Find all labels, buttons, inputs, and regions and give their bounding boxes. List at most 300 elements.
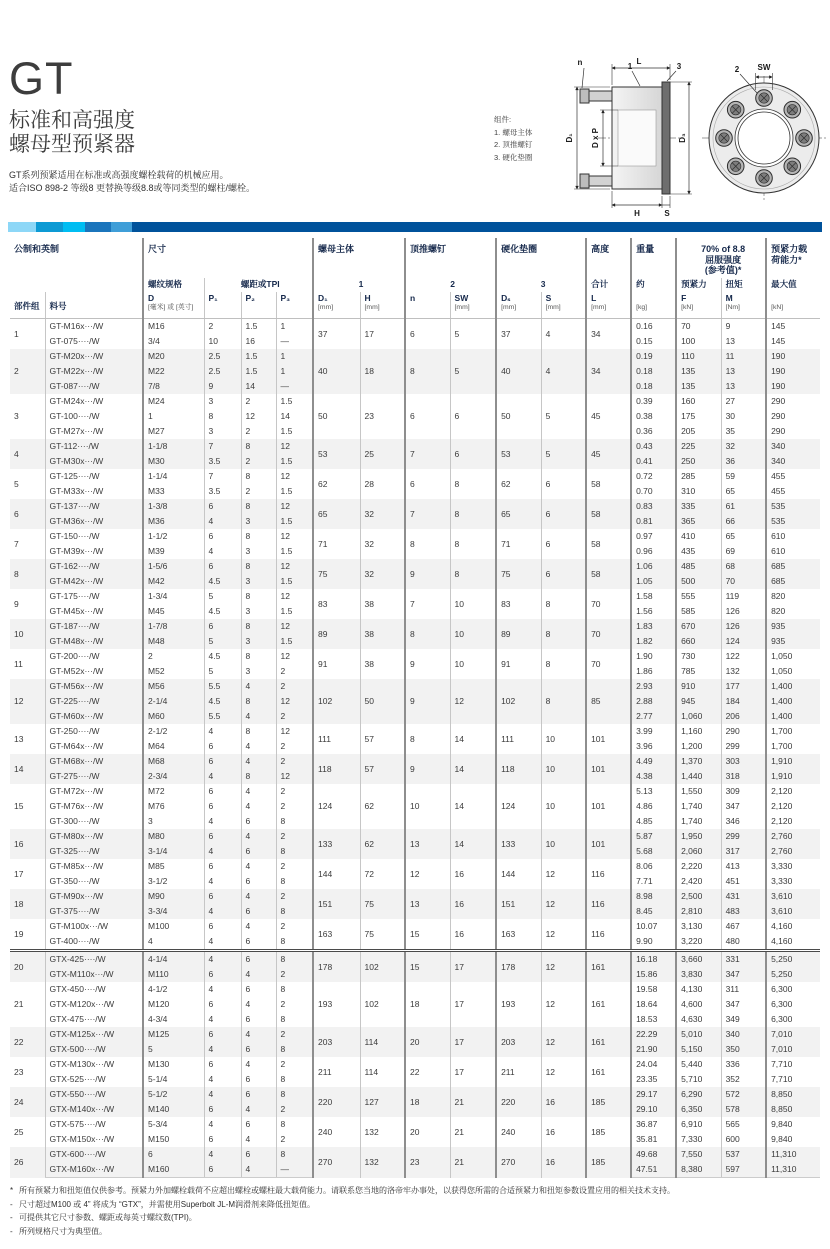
cell-n: 8 xyxy=(405,529,450,559)
cell-sw: 21 xyxy=(450,1117,496,1147)
cell-n: 15 xyxy=(405,919,450,951)
cell-max-kn: 1,910 xyxy=(766,754,820,769)
cell-p3: 1.5 xyxy=(276,604,313,619)
cell-thread-d: 1-3/4 xyxy=(143,589,204,604)
cell-part-no: GT-M48x···/W xyxy=(45,634,143,649)
cell-ds: 91 xyxy=(496,649,541,679)
bar-segment xyxy=(36,222,63,232)
cell-part-no: GT-225····/W xyxy=(45,694,143,709)
cell-p2: 4 xyxy=(241,1057,276,1072)
cell-torque-m: 483 xyxy=(721,904,766,919)
cell-torque-m: 317 xyxy=(721,844,766,859)
cell-part-no: GT-M27x···/W xyxy=(45,424,143,439)
bar-segment xyxy=(132,222,822,232)
col-group-yield: 70% of 8.8 屈服强度 (参考值)* xyxy=(676,238,766,278)
cell-h: 75 xyxy=(360,919,405,951)
cell-max-kn: 3,330 xyxy=(766,859,820,874)
cell-torque-m: 467 xyxy=(721,919,766,934)
cell-ds: 124 xyxy=(496,784,541,829)
cell-part-group: 2 xyxy=(10,349,45,394)
cell-p3: 12 xyxy=(276,694,313,709)
cell-s: 12 xyxy=(541,859,586,889)
cell-p2: 3 xyxy=(241,604,276,619)
cell-ds: 163 xyxy=(496,919,541,951)
cell-part-no: GT-M36x···/W xyxy=(45,514,143,529)
cell-torque-m: 572 xyxy=(721,1087,766,1102)
cell-thread-d: M33 xyxy=(143,484,204,499)
cell-d1: 40 xyxy=(313,349,360,394)
cell-weight-kg: 0.39 xyxy=(631,394,676,409)
cell-p2: 3 xyxy=(241,574,276,589)
cell-ds: 62 xyxy=(496,469,541,499)
cell-part-no: GT-075····/W xyxy=(45,334,143,349)
cell-p2: 3 xyxy=(241,664,276,679)
footnote-text: 所有预紧力和扭矩值仅供参考。预紧力外加螺栓载荷不应超出螺栓或螺柱最大载荷能力。请联系您当地的洛帝牢办事处，以获得您所需的合适预紧力和扭矩参数设置应用的相关技术支持。 xyxy=(19,1186,675,1195)
cell-max-kn: 11,310 xyxy=(766,1162,820,1178)
cell-p2: 8 xyxy=(241,694,276,709)
cell-thread-d: M100 xyxy=(143,919,204,934)
col-group-capacity: 预紧力载 荷能力* xyxy=(766,238,820,278)
cell-preload-f: 285 xyxy=(676,469,721,484)
cell-n: 8 xyxy=(405,619,450,649)
cell-torque-m: 206 xyxy=(721,709,766,724)
cell-ds: 111 xyxy=(496,724,541,754)
cell-max-kn: 2,760 xyxy=(766,844,820,859)
cell-p3: 2 xyxy=(276,754,313,769)
cell-thread-d: M76 xyxy=(143,799,204,814)
cell-preload-f: 7,550 xyxy=(676,1147,721,1162)
page-title: GT xyxy=(9,53,74,104)
cell-p2: 8 xyxy=(241,769,276,784)
cell-torque-m: 32 xyxy=(721,439,766,454)
table-row xyxy=(10,439,820,454)
cell-s: 8 xyxy=(541,649,586,679)
cell-preload-f: 585 xyxy=(676,604,721,619)
cell-torque-m: 299 xyxy=(721,739,766,754)
table-row xyxy=(10,394,820,409)
cell-preload-f: 7,330 xyxy=(676,1132,721,1147)
col-sym-Ds: Dₛ [mm] xyxy=(496,292,541,319)
cell-thread-d: M160 xyxy=(143,1162,204,1178)
cell-torque-m: 347 xyxy=(721,799,766,814)
cell-p2: 6 xyxy=(241,1087,276,1102)
cell-p2: 2 xyxy=(241,424,276,439)
cell-thread-d: 2-1/4 xyxy=(143,694,204,709)
cell-part-group: 10 xyxy=(10,619,45,649)
cell-max-kn: 6,300 xyxy=(766,1012,820,1027)
cell-p1: 10 xyxy=(204,334,241,349)
cell-p1: 4 xyxy=(204,1147,241,1162)
cell-h: 114 xyxy=(360,1057,405,1087)
cell-preload-f: 205 xyxy=(676,424,721,439)
cell-p1: 5.5 xyxy=(204,679,241,694)
col-unit-kg: [kg] xyxy=(631,292,676,319)
cell-p1: 6 xyxy=(204,754,241,769)
cell-p2: 4 xyxy=(241,1132,276,1147)
cell-weight-kg: 10.07 xyxy=(631,919,676,934)
col-thread-spec: 螺纹规格 xyxy=(143,278,204,292)
cell-p1: 8 xyxy=(204,409,241,424)
cell-max-kn: 3,610 xyxy=(766,889,820,904)
cell-part-group: 3 xyxy=(14,411,19,421)
cell-weight-kg: 0.38 xyxy=(631,409,676,424)
cell-weight-kg: 0.96 xyxy=(631,544,676,559)
cell-max-kn: 610 xyxy=(766,544,820,559)
cell-ds: 37 xyxy=(496,319,541,350)
cell-torque-m: 451 xyxy=(721,874,766,889)
cell-preload-f: 4,130 xyxy=(676,982,721,997)
cell-s: 5 xyxy=(541,439,586,469)
cell-part-group: 26 xyxy=(10,1147,45,1178)
cell-p2: 3 xyxy=(241,514,276,529)
cell-ds: 178 xyxy=(496,951,541,983)
cell-p3: 8 xyxy=(276,904,313,919)
cell-p1: 4.5 xyxy=(204,694,241,709)
cell-p3: 1.5 xyxy=(276,454,313,469)
cell-thread-d: 7/8 xyxy=(143,379,204,394)
description-line-2: 适合ISO 898-2 等级8 更替换等级8.8或等同类型的螺柱/螺栓。 xyxy=(9,183,256,193)
cell-p2: 12 xyxy=(241,409,276,424)
cell-l-total: 185 xyxy=(586,1117,631,1147)
cell-p1: 6 xyxy=(204,919,241,934)
cell-torque-m: 124 xyxy=(721,634,766,649)
dim-label-n: n xyxy=(577,58,583,67)
cell-p3: 2 xyxy=(276,967,313,982)
cell-thread-d: M150 xyxy=(143,1132,204,1147)
cell-torque-m: 13 xyxy=(721,364,766,379)
cell-weight-kg: 0.41 xyxy=(631,454,676,469)
cell-thread-d: M140 xyxy=(143,1102,204,1117)
cell-thread-d: M80 xyxy=(143,829,204,844)
cell-torque-m: 126 xyxy=(721,604,766,619)
cell-p1: 4 xyxy=(204,951,241,968)
cell-part-no: GTX-600····/W xyxy=(45,1147,143,1162)
cell-weight-kg: 36.87 xyxy=(631,1117,676,1132)
cell-p1: 5.5 xyxy=(204,709,241,724)
cell-s: 12 xyxy=(541,982,586,1027)
cell-h: 32 xyxy=(360,529,405,559)
cell-preload-f: 5,150 xyxy=(676,1042,721,1057)
cell-thread-d: 1 xyxy=(143,409,204,424)
cell-part-group: 14 xyxy=(10,754,45,784)
cell-p2: 4 xyxy=(241,784,276,799)
header-symbol-row xyxy=(10,292,820,319)
cell-preload-f: 135 xyxy=(676,364,721,379)
cell-weight-kg: 24.04 xyxy=(631,1057,676,1072)
cell-preload-f: 6,290 xyxy=(676,1087,721,1102)
cell-ds: 50 xyxy=(496,394,541,439)
cell-sw: 8 xyxy=(450,469,496,499)
table-row xyxy=(10,559,820,574)
col-part-number: 料号 xyxy=(45,292,143,319)
table-row xyxy=(10,1147,820,1162)
cell-p1: 3 xyxy=(204,424,241,439)
cell-torque-m: 59 xyxy=(721,469,766,484)
cell-p3: 12 xyxy=(276,724,313,739)
cell-weight-kg: 35.81 xyxy=(631,1132,676,1147)
cell-p3: 1.5 xyxy=(276,514,313,529)
cell-n: 20 xyxy=(405,1117,450,1147)
cell-p3: 8 xyxy=(276,1117,313,1132)
cell-n: 6 xyxy=(405,469,450,499)
cell-p3: 1.5 xyxy=(276,574,313,589)
cell-p1: 6 xyxy=(204,997,241,1012)
cell-max-kn: 535 xyxy=(766,499,820,514)
cell-thread-d: M22 xyxy=(143,364,204,379)
footnote-marker: - xyxy=(10,1226,13,1236)
cell-part-no: GT-175····/W xyxy=(45,589,143,604)
cell-d1: 144 xyxy=(313,859,360,889)
cell-l-total: 161 xyxy=(586,982,631,1027)
cell-sw: 12 xyxy=(450,679,496,724)
cell-p1: 4 xyxy=(204,1012,241,1027)
cell-weight-kg: 5.68 xyxy=(631,844,676,859)
table-row xyxy=(10,1027,820,1042)
cell-max-kn: 1,050 xyxy=(766,664,820,679)
header-group-row xyxy=(10,238,820,278)
cell-s: 10 xyxy=(541,724,586,754)
cell-part-no: GTX-M150x···/W xyxy=(45,1132,143,1147)
cell-s: 12 xyxy=(541,1057,586,1087)
cell-torque-m: 70 xyxy=(721,574,766,589)
cell-preload-f: 485 xyxy=(676,559,721,574)
cell-weight-kg: 4.49 xyxy=(631,754,676,769)
cell-l-total: 70 xyxy=(586,649,631,679)
cell-h: 38 xyxy=(360,589,405,619)
cell-max-kn: 1,910 xyxy=(766,769,820,784)
cell-part-no: GT-M56x···/W xyxy=(45,679,143,694)
cell-p2: 2 xyxy=(241,484,276,499)
cell-ds: 83 xyxy=(496,589,541,619)
cell-preload-f: 1,740 xyxy=(676,799,721,814)
cell-p2: 6 xyxy=(241,1012,276,1027)
table-row xyxy=(10,724,820,739)
cell-torque-m: 119 xyxy=(721,589,766,604)
cell-part-group: 13 xyxy=(14,733,24,744)
cell-p1: 6 xyxy=(204,739,241,754)
col-sym-F: F [kN] xyxy=(676,292,721,319)
col-sym-P3: P₃ xyxy=(276,292,313,319)
cell-part-no: GT-M68x···/W xyxy=(45,754,143,769)
cell-p1: 6 xyxy=(204,1102,241,1117)
cell-h: 17 xyxy=(360,319,405,350)
cell-part-no: GT-M100x···/W xyxy=(45,919,143,934)
footnote-text: 可提供其它尺寸参数、螺距或每英寸螺纹数(TPI)。 xyxy=(19,1213,197,1222)
cell-part-group: 19 xyxy=(14,928,24,939)
page-subtitle-2: 螺母型预紧器 xyxy=(9,133,135,156)
cell-p1: 6 xyxy=(204,529,241,544)
cell-d1: 270 xyxy=(313,1147,360,1178)
cell-s: 6 xyxy=(541,499,586,529)
cell-thread-d: M64 xyxy=(143,739,204,754)
cell-max-kn: 290 xyxy=(766,409,820,424)
cell-weight-kg: 0.19 xyxy=(631,349,676,364)
cell-weight-kg: 15.86 xyxy=(631,967,676,982)
cell-preload-f: 5,010 xyxy=(676,1027,721,1042)
cell-n: 13 xyxy=(405,889,450,919)
cell-preload-f: 70 xyxy=(676,319,721,335)
cell-l-total: 185 xyxy=(586,1087,631,1117)
cell-l-total: 45 xyxy=(586,439,631,469)
dim-label-S: S xyxy=(664,209,670,218)
cell-s: 8 xyxy=(541,679,586,724)
cell-s: 12 xyxy=(541,889,586,919)
dim-label-DxP: D x P xyxy=(591,127,600,149)
cell-p3: 8 xyxy=(276,1072,313,1087)
cell-preload-f: 1,060 xyxy=(676,709,721,724)
cell-sw: 16 xyxy=(450,889,496,919)
cell-preload-f: 225 xyxy=(676,439,721,454)
dim-label-SW: SW xyxy=(757,63,771,72)
cell-part-no: GTX-475····/W xyxy=(45,1012,143,1027)
cell-p1: 4 xyxy=(204,544,241,559)
cell-sw: 10 xyxy=(450,589,496,619)
cell-p3: 2 xyxy=(276,1102,313,1117)
cell-part-no: GTX-M160x···/W xyxy=(45,1162,143,1178)
cell-torque-m: 13 xyxy=(721,334,766,349)
cell-n: 8 xyxy=(405,724,450,754)
cell-max-kn: 290 xyxy=(766,394,820,409)
cell-torque-m: 65 xyxy=(721,484,766,499)
cell-weight-kg: 0.72 xyxy=(631,469,676,484)
cell-thread-d: M45 xyxy=(143,604,204,619)
cell-preload-f: 1,740 xyxy=(676,814,721,829)
cell-weight-kg: 22.29 xyxy=(631,1027,676,1042)
col-torque: 扭矩 xyxy=(721,278,766,292)
cell-max-kn: 7,710 xyxy=(766,1072,820,1087)
cell-part-no: GT-300····/W xyxy=(45,814,143,829)
cell-p3: 2 xyxy=(276,859,313,874)
cell-ds: 270 xyxy=(496,1147,541,1178)
cell-h: 32 xyxy=(360,499,405,529)
cell-max-kn: 6,300 xyxy=(766,997,820,1012)
cell-preload-f: 5,440 xyxy=(676,1057,721,1072)
cell-preload-f: 910 xyxy=(676,679,721,694)
cell-p2: 4 xyxy=(241,859,276,874)
cell-p2: 1.5 xyxy=(241,349,276,364)
cell-p3: 1 xyxy=(276,319,313,335)
cell-n: 10 xyxy=(405,784,450,829)
cell-max-kn: 3,610 xyxy=(766,904,820,919)
cell-weight-kg: 0.97 xyxy=(631,529,676,544)
cell-weight-kg: 2.77 xyxy=(631,709,676,724)
cell-h: 127 xyxy=(360,1087,405,1117)
cell-preload-f: 1,200 xyxy=(676,739,721,754)
cell-thread-d: 4 xyxy=(143,934,204,951)
cell-torque-m: 66 xyxy=(721,514,766,529)
footnote-text: 尺寸超过M100 或 4” 将成为 “GTX”，并需使用Superbolt JL-M润滑剂来降低扭矩值。 xyxy=(19,1199,316,1209)
cell-thread-d: 4-1/2 xyxy=(143,982,204,997)
cell-weight-kg: 5.87 xyxy=(631,829,676,844)
col-sym-n: n xyxy=(405,292,450,319)
cell-weight-kg: 0.18 xyxy=(631,379,676,394)
cell-preload-f: 2,220 xyxy=(676,859,721,874)
col-pitch-tpi: 螺距或TPI xyxy=(204,278,313,292)
table-row xyxy=(10,889,820,904)
cell-preload-f: 555 xyxy=(676,589,721,604)
cell-s: 8 xyxy=(541,589,586,619)
cell-ds: 220 xyxy=(496,1087,541,1117)
table-row xyxy=(10,679,820,694)
cell-ds: 40 xyxy=(496,349,541,394)
cell-sw: 14 xyxy=(450,784,496,829)
table-row xyxy=(10,349,820,364)
cell-p2: 1.5 xyxy=(241,364,276,379)
cell-ds: 53 xyxy=(496,439,541,469)
cell-part-no: GTX-M140x···/W xyxy=(45,1102,143,1117)
cell-thread-d: 5 xyxy=(143,1042,204,1057)
header-spacer xyxy=(10,278,143,292)
cell-torque-m: 350 xyxy=(721,1042,766,1057)
cell-p3: 1.5 xyxy=(276,544,313,559)
cell-l-total: 116 xyxy=(586,919,631,951)
cell-h: 102 xyxy=(360,951,405,983)
cell-part-no: GTX-M125x···/W xyxy=(45,1027,143,1042)
cell-torque-m: 346 xyxy=(721,814,766,829)
table-row xyxy=(10,529,820,544)
cell-p3: 12 xyxy=(276,469,313,484)
cell-part-no: GTX-425····/W xyxy=(45,951,143,968)
cell-part-no: GT-M90x···/W xyxy=(45,889,143,904)
cell-weight-kg: 19.58 xyxy=(631,982,676,997)
cell-l-total: 85 xyxy=(586,679,631,724)
cell-sw: 17 xyxy=(450,1057,496,1087)
cell-h: 23 xyxy=(360,394,405,439)
cell-weight-kg: 3.96 xyxy=(631,739,676,754)
cell-l-total: 58 xyxy=(586,469,631,499)
cell-weight-kg: 0.70 xyxy=(631,484,676,499)
table-row xyxy=(10,951,820,968)
cell-part-group: 7 xyxy=(14,538,19,549)
table-row xyxy=(10,319,820,335)
cell-p3: 14 xyxy=(276,409,313,424)
cell-part-group: 15 xyxy=(14,801,24,811)
cell-p3: 12 xyxy=(276,619,313,634)
cell-max-kn: 535 xyxy=(766,514,820,529)
cell-torque-m: 13 xyxy=(721,379,766,394)
cell-p1: 4.5 xyxy=(204,574,241,589)
page-description xyxy=(9,169,429,195)
cell-weight-kg: 1.90 xyxy=(631,649,676,664)
cell-preload-f: 1,370 xyxy=(676,754,721,769)
cell-preload-f: 310 xyxy=(676,484,721,499)
cell-preload-f: 2,420 xyxy=(676,874,721,889)
cell-part-no: GT-M45x···/W xyxy=(45,604,143,619)
cell-p3: 2 xyxy=(276,1057,313,1072)
cell-max-kn: 1,400 xyxy=(766,709,820,724)
cell-part-group: 8 xyxy=(10,559,45,589)
cell-part-group: 18 xyxy=(10,889,45,919)
cell-p3: 8 xyxy=(276,1042,313,1057)
cell-weight-kg: 29.10 xyxy=(631,1102,676,1117)
legend-title: 组件: xyxy=(494,115,512,124)
table-row xyxy=(10,499,820,514)
cell-preload-f: 660 xyxy=(676,634,721,649)
cell-weight-kg: 3.99 xyxy=(631,724,676,739)
cell-part-group: 4 xyxy=(10,439,45,469)
cell-thread-d: 6 xyxy=(143,1147,204,1162)
cell-preload-f: 1,550 xyxy=(676,784,721,799)
cell-p2: 8 xyxy=(241,499,276,514)
cell-part-group: 24 xyxy=(10,1087,45,1117)
cell-h: 62 xyxy=(360,829,405,859)
cell-sw: 8 xyxy=(450,529,496,559)
cell-l-total: 161 xyxy=(586,951,631,983)
cell-part-no: GTX-M130x···/W xyxy=(45,1057,143,1072)
cell-sw: 6 xyxy=(450,394,496,439)
cell-p2: 4 xyxy=(241,739,276,754)
cell-l-total: 116 xyxy=(586,889,631,919)
